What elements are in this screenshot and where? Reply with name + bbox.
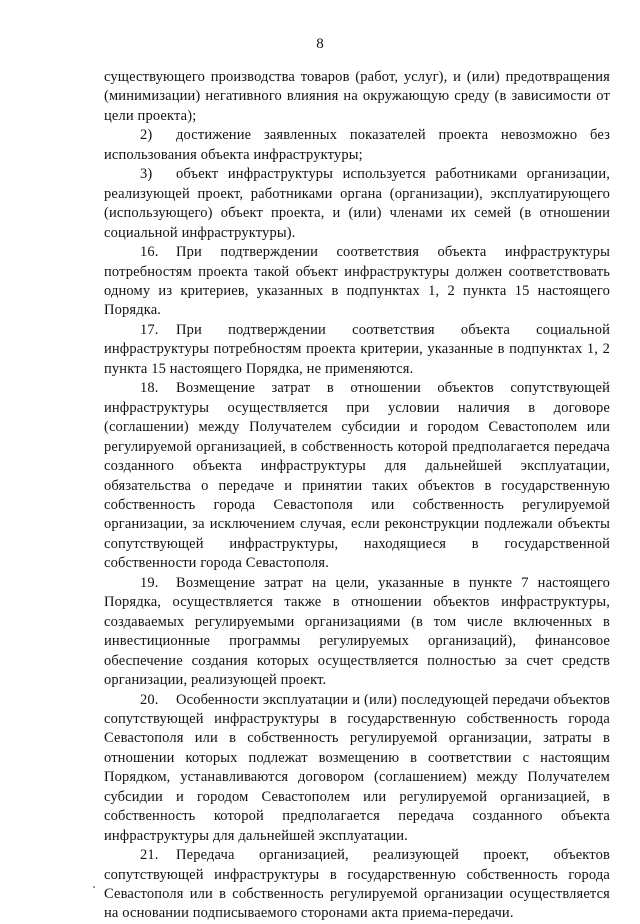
- paragraph-item-3: [104, 165, 610, 243]
- item-number: 20.: [140, 691, 159, 708]
- scan-speck: [93, 886, 95, 888]
- paragraph-text: существующего производства товаров (работ, услуг), и (или) предотвращения (минимизации) негативного влияния на окружающую среду (в зависимости от цели проекта);: [104, 69, 610, 124]
- paragraph-text: Возмещение затрат в отношении объектов сопутствующей инфраструктуры осуществляется при условии наличия в договоре (соглашении) между Получателем субсидии и городом Севастополем или регулируемой организацией, в собственность которой предполагается передача созданного объекта инфраструктуры для дальнейшей эксплуатации, обязательства о передаче и принятии таких объектов в государственную собственность города Севастополя или собственность регулируемой организации, за исключением случая, если реконструкции подлежали объекты сопутствующей инфраструктуры, находящиеся в государственной собственности города Севастополя.: [104, 380, 610, 572]
- paragraph-text: Передача организацией, реализующей проект, объектов сопутствующей инфраструктуры в государственную собственность города Севастополя или в собственность регулируемой организации осуществляется на основании подписываемого сторонами акта приема-передачи.: [104, 847, 610, 922]
- item-number: 19.: [140, 574, 159, 591]
- item-number: 3): [140, 166, 153, 183]
- paragraph-text: Возмещение затрат на цели, указанные в пункте 7 настоящего Порядка, осуществляется также в отношении объектов инфраструктуры, создаваемых регулируемыми организациями (в том числе включенных в инвестиционные программы регулируемых организаций), финансовое обеспечение создания которых осуществляется полностью за счет средств организации, реализующей проект.: [104, 574, 610, 689]
- paragraph-17: [104, 321, 610, 379]
- paragraph-text: достижение заявленных показателей проекта невозможно без использования объекта инфраструктуры;: [104, 127, 610, 163]
- paragraph-20: [104, 691, 610, 847]
- item-number: 16.: [140, 244, 159, 261]
- paragraph-16: [104, 243, 610, 321]
- document-body: [104, 68, 610, 924]
- paragraph-text: При подтверждении соответствия объекта инфраструктуры потребностям проекта такой объект инфраструктуры должен соответствовать одному из критериев, указанных в подпунктах 1, 2 пункта 15 настоящего Порядка.: [104, 244, 610, 319]
- paragraph-item-2: [104, 126, 610, 165]
- paragraph-18: [104, 379, 610, 574]
- paragraph-19: [104, 574, 610, 691]
- item-number: 2): [140, 127, 153, 144]
- paragraph-text: Особенности эксплуатации и (или) последующей передачи объектов сопутствующей инфраструктуры в государственную собственность города Севастополя или в собственность регулируемой организации, затраты в отношении которых подлежат возмещению в соответствии с настоящим Порядком, устанавливаются договором (соглашением) между Получателем субсидии и городом Севастополем или регулируемой организацией, в собственность которой предполагается передача созданного объекта инфраструктуры для дальнейшей эксплуатации.: [104, 691, 610, 844]
- item-number: 18.: [140, 380, 159, 397]
- paragraph-continuation: [104, 68, 610, 126]
- page-number: 8: [316, 36, 324, 52]
- paragraph-text: объект инфраструктуры используется работниками организации, реализующей проект, работниками органа (организации), эксплуатирующего (использующего) объект проекта, и (или) членами их семей (в отношении социальной инфраструктуры).: [104, 166, 610, 241]
- item-number: 17.: [140, 321, 159, 338]
- paragraph-21: [104, 846, 610, 924]
- paragraph-text: При подтверждении соответствия объекта социальной инфраструктуры потребностям проекта критерии, указанные в подпунктах 1, 2 пункта 15 настоящего Порядка, не применяются.: [104, 321, 610, 377]
- item-number: 21.: [140, 847, 159, 864]
